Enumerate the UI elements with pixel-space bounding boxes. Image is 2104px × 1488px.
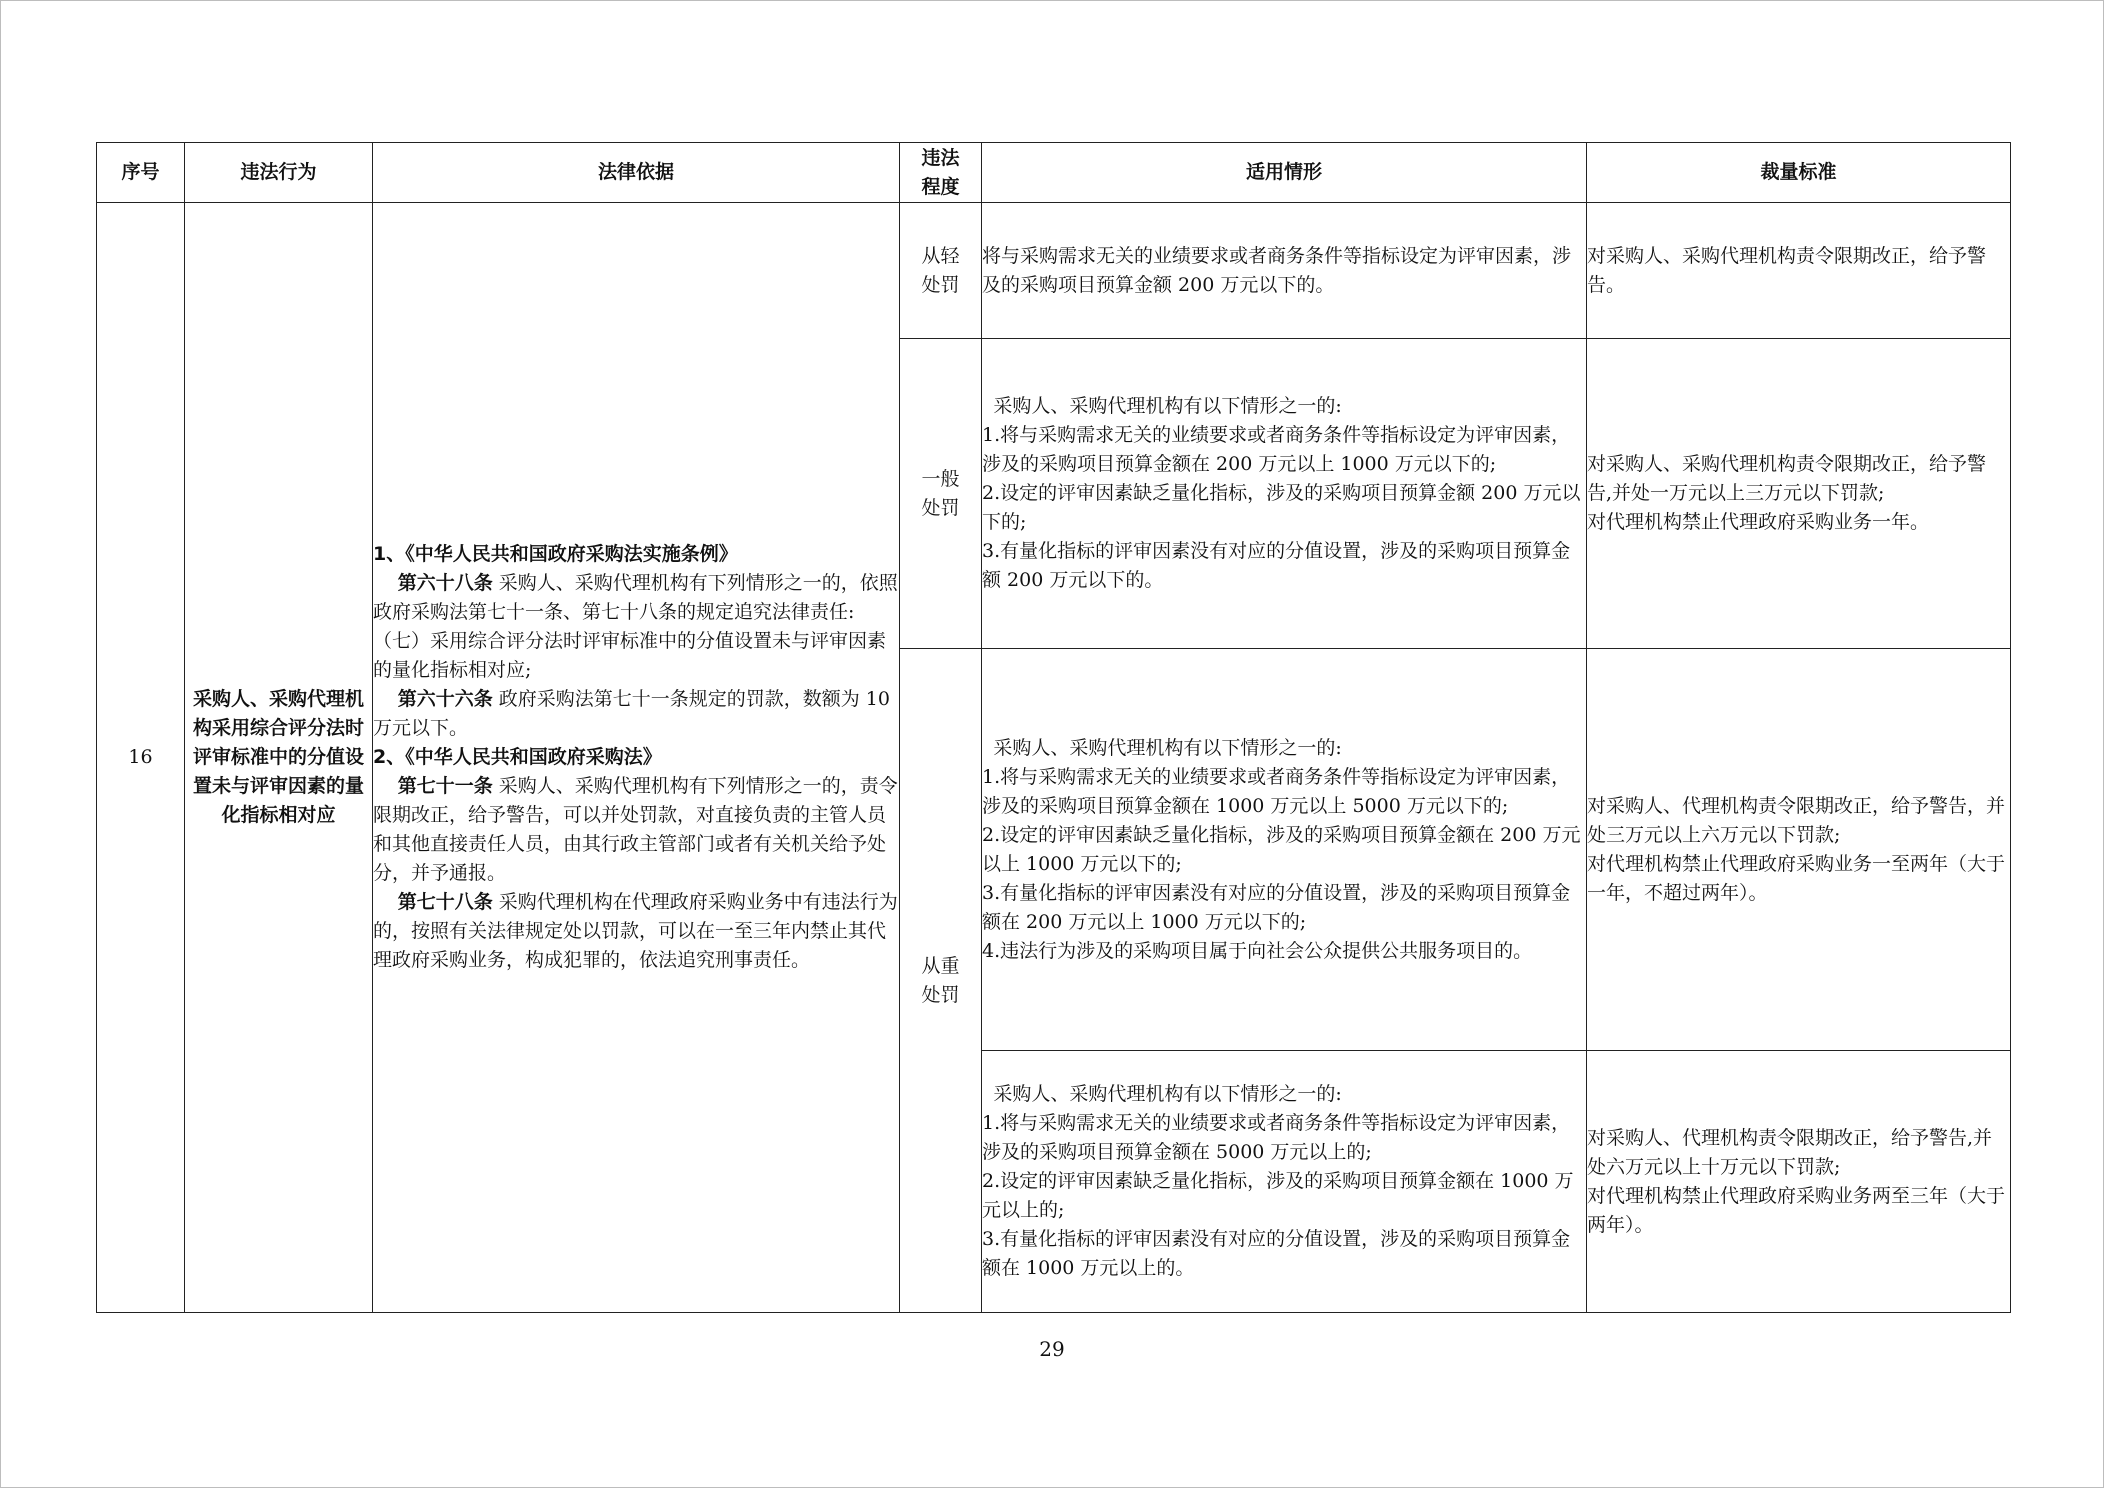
degree-light-line2: 处罚: [921, 273, 960, 296]
art71-text: 采购人、采购代理机构有下列情形之一的，责令限期改正，给予警告，可以并处罚款，对直接负责的主管人员和其他直接责任人员，由其行政主管部门或者有关机关给予处分，并予通报。: [373, 775, 898, 884]
row-number: 16: [97, 203, 185, 1313]
situation-heavy-a-item: 4.违法行为涉及的采购项目属于向社会公众提供公共服务项目的。: [982, 939, 1533, 962]
header-row: [97, 143, 2011, 203]
degree-light: [900, 203, 982, 339]
degree-general-line1: 一般: [921, 467, 960, 490]
situation-heavy-a-item: 1.将与采购需求无关的业绩要求或者商务条件等指标设定为评审因素，涉及的采购项目预算金额在 1000 万元以上 5000 万元以下的;: [982, 765, 1571, 817]
header-situation: 适用情形: [982, 143, 1587, 203]
degree-light-line1: 从轻: [921, 244, 960, 267]
standard-heavy-a-line: 对代理机构禁止代理政府采购业务一至两年（大于一年，不超过两年）。: [1587, 852, 2006, 904]
situation-light-item: 将与采购需求无关的业绩要求或者商务条件等指标设定为评审因素，涉及的采购项目预算金额 200 万元以下的。: [982, 244, 1572, 296]
art78-title: 第七十八条: [397, 891, 493, 913]
art71-title: 第七十一条: [397, 775, 493, 797]
standard-general: [1587, 339, 2011, 649]
standard-general-line: 对采购人、采购代理机构责令限期改正，给予警告,并处一万元以上三万元以下罚款;: [1587, 453, 1987, 504]
situation-heavy-a-item: 3.有量化指标的评审因素没有对应的分值设置，涉及的采购项目预算金额在 200 万元以上 1000 万元以下的;: [982, 881, 1571, 933]
law2-title: 2、《中华人民共和国政府采购法》: [373, 746, 662, 768]
degree-general-line2: 处罚: [921, 496, 960, 519]
law1-title: 1、《中华人民共和国政府采购法实施条例》: [373, 543, 738, 565]
header-standard: 裁量标准: [1587, 143, 2011, 203]
standard-light-line: 对采购人、采购代理机构责令限期改正，给予警告。: [1587, 244, 1987, 296]
header-act: 违法行为: [185, 143, 373, 203]
situation-heavy-b-lead: 采购人、采购代理机构有以下情形之一的:: [993, 1083, 1342, 1105]
header-degree-line1: 违法: [921, 146, 960, 169]
situation-light: [982, 203, 1587, 339]
penalty-table: [96, 142, 2011, 1313]
situation-heavy-b: [982, 1051, 1587, 1313]
table-row: [97, 203, 2011, 339]
situation-heavy-a-lead: 采购人、采购代理机构有以下情形之一的:: [993, 736, 1342, 759]
art71-paragraph: [373, 772, 899, 888]
situation-heavy-a: [982, 649, 1587, 1051]
art66-text: 政府采购法第七十一条规定的罚款，数额为 10 万元以下。: [373, 688, 890, 739]
standard-general-line: 对代理机构禁止代理政府采购业务一年。: [1587, 511, 1930, 533]
art68-title: 第六十八条: [397, 572, 493, 594]
header-basis: 法律依据: [373, 143, 900, 203]
standard-heavy-a-line: 对采购人、代理机构责令限期改正，给予警告，并处三万元以上六万元以下罚款;: [1587, 794, 2006, 846]
violation-act: 采购人、采购代理机构采用综合评分法时评审标准中的分值设置未与评审因素的量化指标相对应: [185, 203, 373, 1313]
situation-heavy-b-item: 3.有量化指标的评审因素没有对应的分值设置，涉及的采购项目预算金额在 1000 万元以上的。: [982, 1228, 1571, 1279]
situation-heavy-b-item: 2.设定的评审因素缺乏量化指标，涉及的采购项目预算金额在 1000 万元以上的;: [982, 1170, 1574, 1221]
header-degree-line2: 程度: [921, 175, 960, 198]
degree-heavy: [900, 649, 982, 1313]
art68-paragraph: [373, 569, 899, 627]
situation-general-item: 2.设定的评审因素缺乏量化指标，涉及的采购项目预算金额 200 万元以下的;: [982, 482, 1581, 533]
art78-text: 采购代理机构在代理政府采购业务中有违法行为的，按照有关法律规定处以罚款，可以在一至三年内禁止其代理政府采购业务，构成犯罪的，依法追究刑事责任。: [373, 891, 898, 971]
standard-light: [1587, 203, 2011, 339]
header-no: 序号: [97, 143, 185, 203]
standard-heavy-b: [1587, 1051, 2011, 1313]
situation-general-item: 1.将与采购需求无关的业绩要求或者商务条件等指标设定为评审因素，涉及的采购项目预算金额在 200 万元以上 1000 万元以下的;: [982, 424, 1571, 475]
degree-general: [900, 339, 982, 649]
standard-heavy-a: [1587, 649, 2011, 1051]
art68-text: 采购人、采购代理机构有下列情形之一的，依照政府采购法第七十一条、第七十八条的规定追究法律责任:: [373, 572, 898, 623]
art68-item7: （七）采用综合评分法时评审标准中的分值设置未与评审因素的量化指标相对应;: [373, 630, 887, 681]
situation-heavy-a-item: 2.设定的评审因素缺乏量化指标，涉及的采购项目预算金额在 200 万元以上 1000 万元以下的;: [982, 823, 1581, 875]
art66-title: 第六十六条: [397, 688, 493, 710]
legal-basis: [373, 203, 900, 1313]
art78-paragraph: [373, 888, 899, 975]
standard-heavy-b-line: 对采购人、代理机构责令限期改正，给予警告,并处六万元以上十万元以下罚款;: [1587, 1126, 1993, 1178]
degree-heavy-line2: 处罚: [921, 983, 960, 1006]
situation-general-item: 3.有量化指标的评审因素没有对应的分值设置，涉及的采购项目预算金额 200 万元以下的。: [982, 540, 1571, 591]
situation-general-lead: 采购人、采购代理机构有以下情形之一的:: [993, 395, 1342, 417]
page-number: 29: [1039, 1337, 1065, 1361]
standard-heavy-b-line: 对代理机构禁止代理政府采购业务两至三年（大于两年）。: [1587, 1184, 2006, 1236]
art66-paragraph: [373, 685, 899, 743]
situation-general: [982, 339, 1587, 649]
header-degree: [900, 143, 982, 203]
situation-heavy-b-item: 1.将与采购需求无关的业绩要求或者商务条件等指标设定为评审因素，涉及的采购项目预算金额在 5000 万元以上的;: [982, 1112, 1571, 1163]
degree-heavy-line1: 从重: [921, 954, 960, 977]
